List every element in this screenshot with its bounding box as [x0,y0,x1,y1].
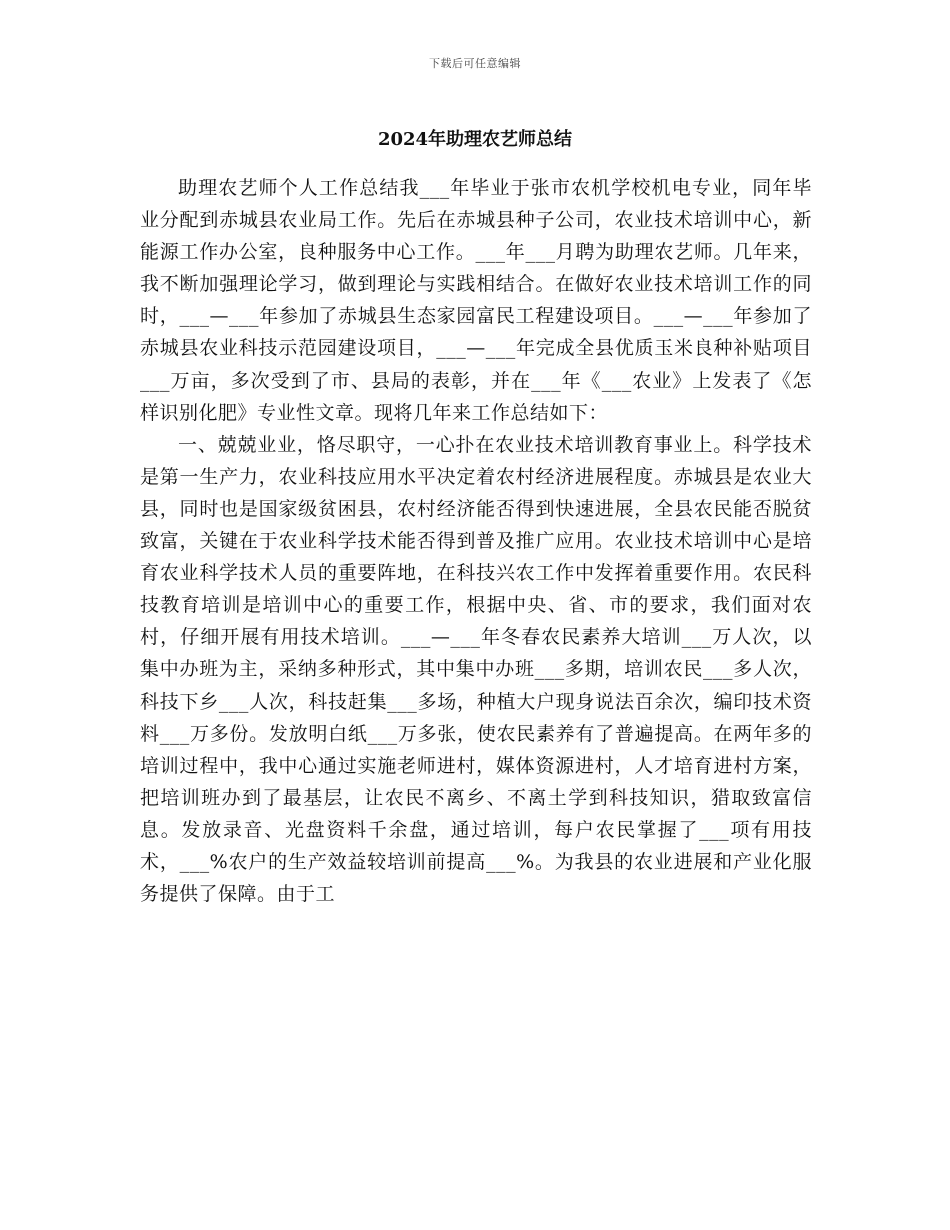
paragraph-section-one: 一、兢兢业业，恪尽职守，一心扑在农业技术培训教育事业上。科学技术是第一生产力，农业科技应用水平决定着农村经济进展程度。赤城县是农业大县，同时也是国家级贫困县，农村经济能否得到快速进展，全县农民能否脱贫致富，关键在于农业科学技术能否得到普及推广应用。农业技术培训中心是培育农业科学技术人员的重要阵地，在科技兴农工作中发挥着重要作用。农民科技教育培训是培训中心的重要工作，根据中央、省、市的要求，我们面对农村，仔细开展有用技术培训。___—___年冬春农民素养大培训___万人次，以集中办班为主，采纳多种形式，其中集中办班___多期，培训农民___多人次，科技下乡___人次，科技赶集___多场，种植大户现身说法百余次，编印技术资料___万多份。发放明白纸___万多张，使农民素养有了普遍提高。在两年多的培训过程中，我中心通过实施老师进村，媒体资源进村，人才培育进村方案，把培训班办到了最基层，让农民不离乡、不离土学到科技知识，猎取致富信息。发放录音、光盘资料千余盘，通过培训，每户农民掌握了___项有用技术，___%农户的生产效益较培训前提高___%。为我县的农业进展和产业化服务提供了保障。由于工 [140,433,812,906]
document-title: 2024年助理农艺师总结 [377,129,573,150]
paragraph-intro: 助理农艺师个人工作总结我___年毕业于张市农机学校机电专业，同年毕业分配到赤城县农业局工作。先后在赤城县种子公司，农业技术培训中心，新能源工作办公室，良种服务中心工作。___年___月聘为助理农艺师。几年来，我不断加强理论学习，做到理论与实践相结合。在做好农业技术培训工作的同时，___—___年参加了赤城县生态家园富民工程建设项目。___—___年参加了赤城县农业科技示范园建设项目，___—___年完成全县优质玉米良种补贴项目___万亩，多次受到了市、县局的表彰，并在___年《___农业》上发表了《怎样识别化肥》专业性文章。现将几年来工作总结如下： [140,177,812,424]
document-body [140,172,812,910]
page-header-note: 下载后可任意编辑 [429,57,521,70]
